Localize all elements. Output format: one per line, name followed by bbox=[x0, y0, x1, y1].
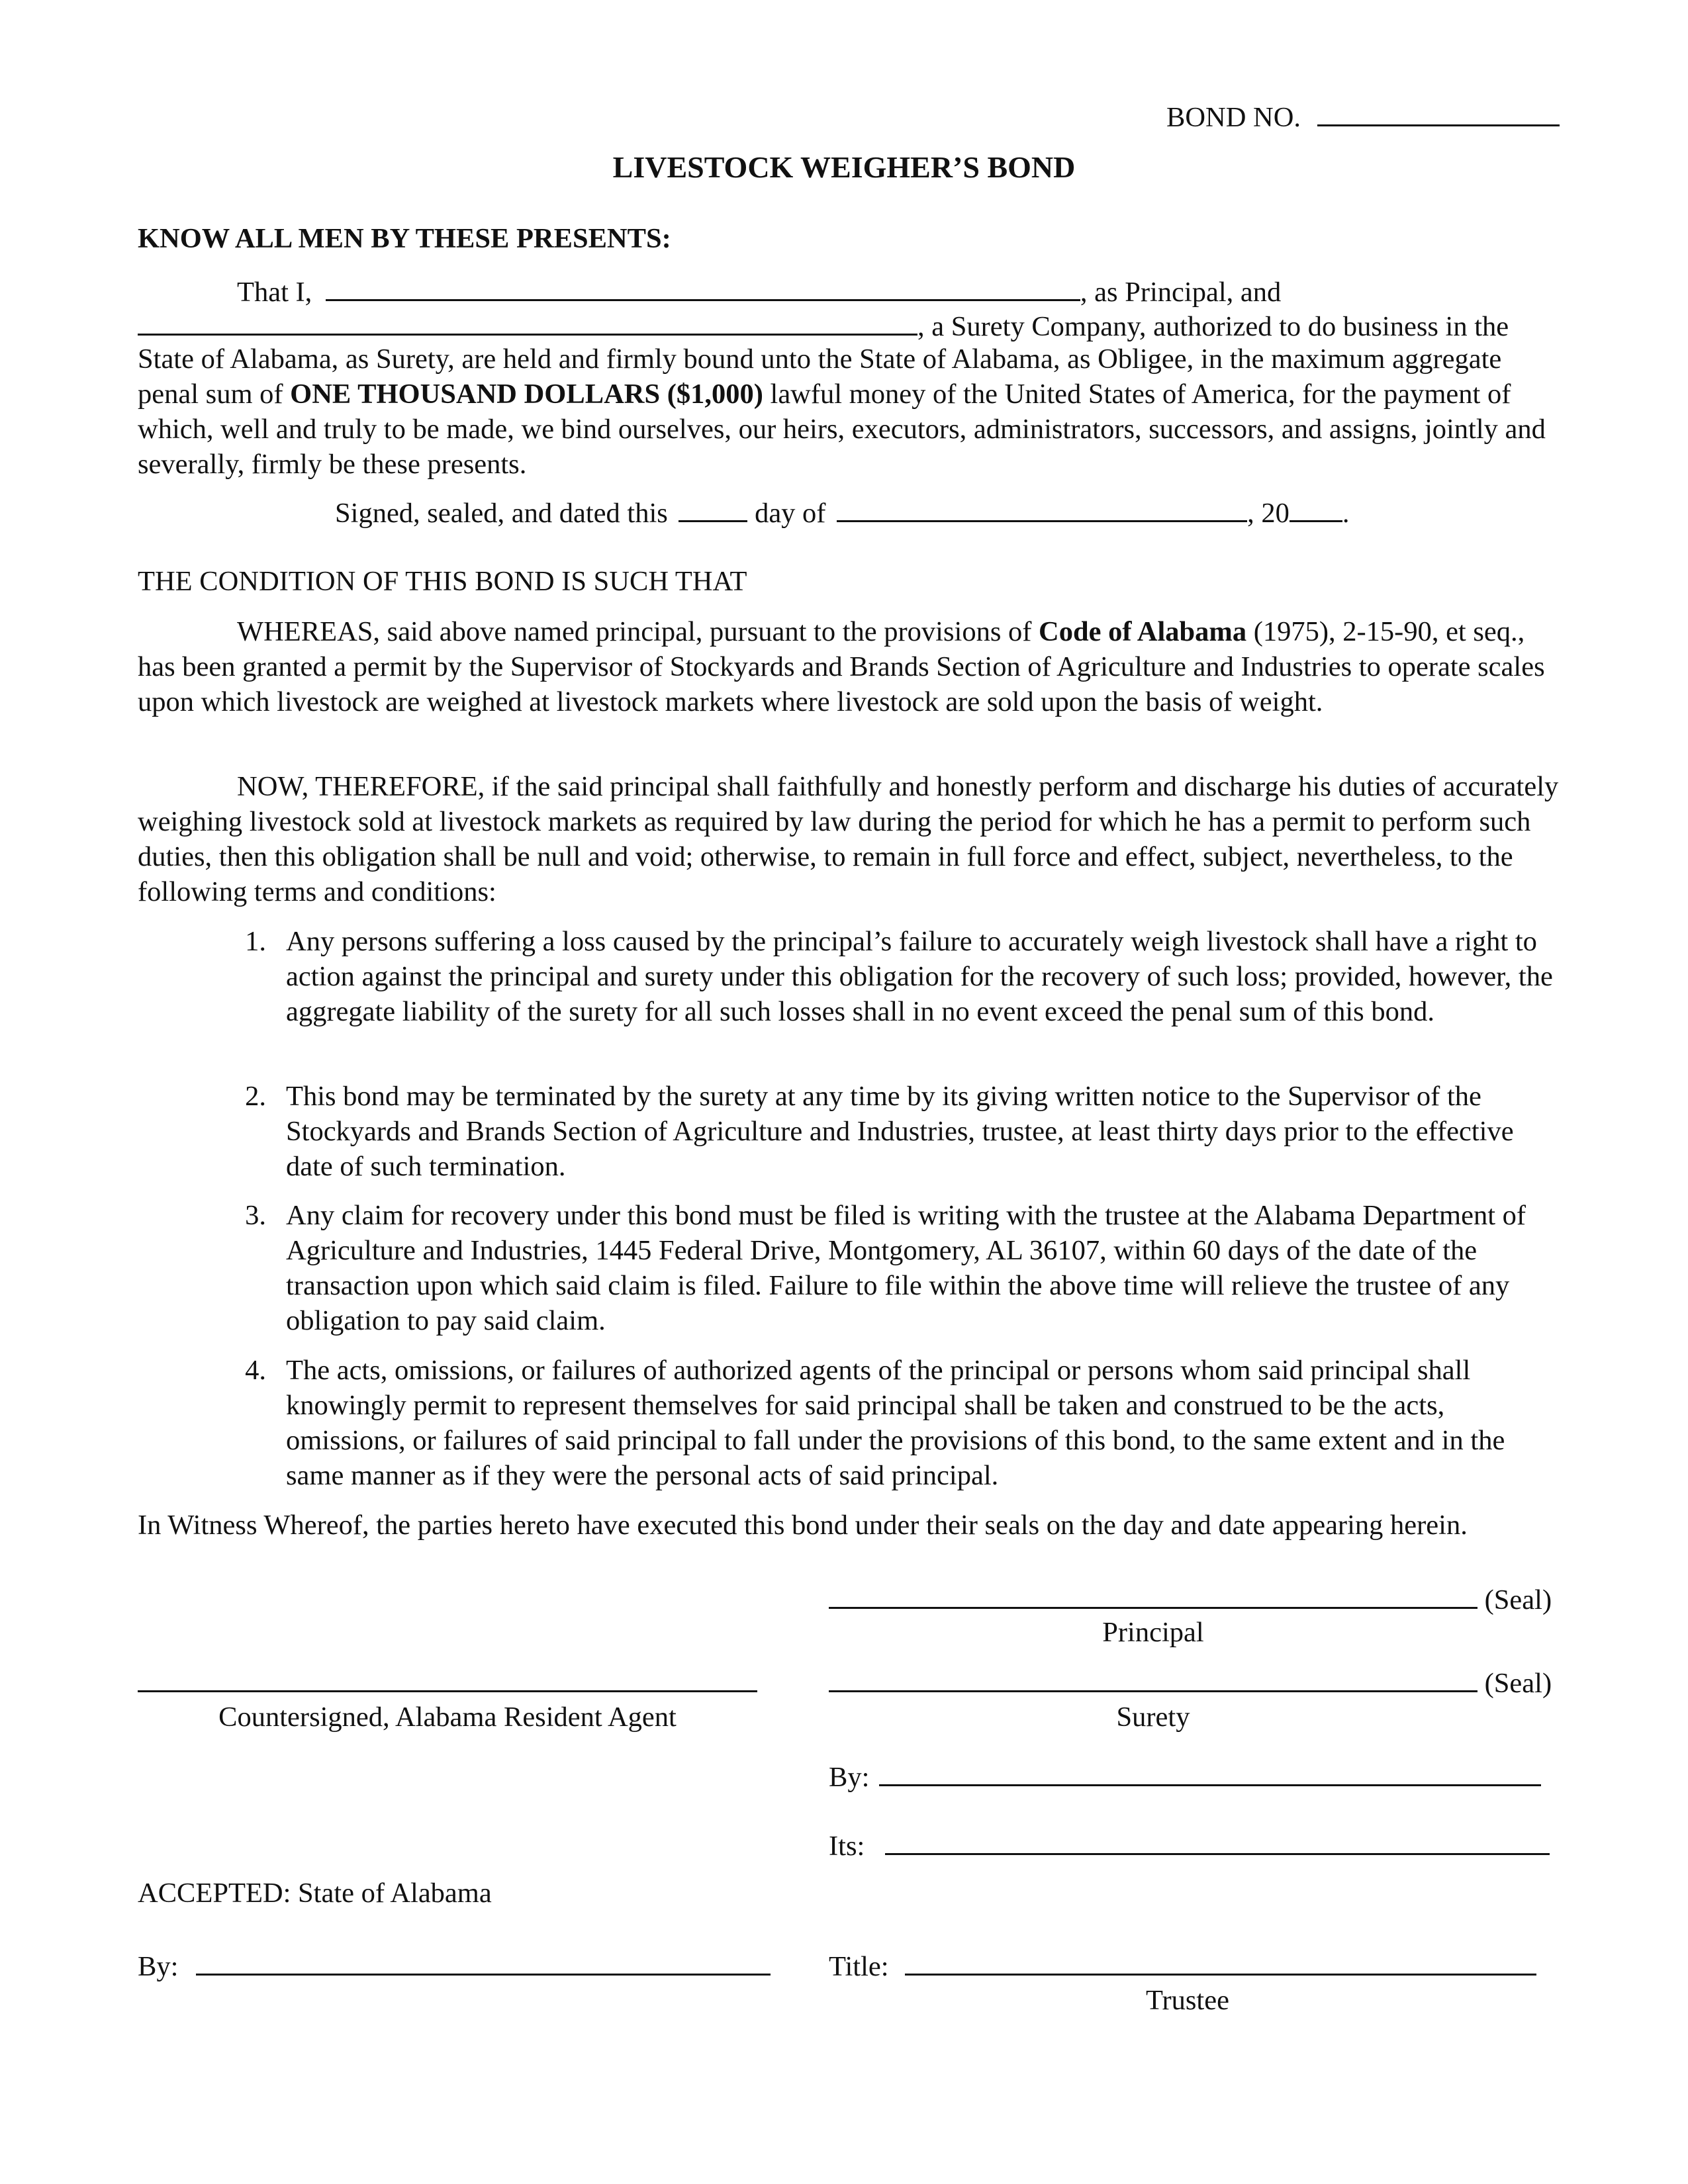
state-by-field[interactable] bbox=[196, 1947, 771, 1976]
accepted-label: ACCEPTED: State of Alabama bbox=[138, 1878, 492, 1909]
trustee-caption: Trustee bbox=[1146, 1985, 1229, 2016]
surety-by-field[interactable] bbox=[879, 1758, 1541, 1786]
countersigned-caption: Countersigned, Alabama Resident Agent bbox=[218, 1702, 677, 1733]
code-of-alabama: Code of Alabama bbox=[1039, 616, 1247, 647]
surety-signature-row bbox=[829, 1664, 1552, 1701]
state-by-row bbox=[138, 1947, 771, 1984]
surety-signature-field[interactable] bbox=[829, 1664, 1477, 1692]
whereas-paragraph bbox=[138, 614, 1561, 719]
term-text: The acts, omissions, or failures of authorized agents of the principal or persons whom said principal shall knowingly permit to represent themselves for said principal shall be taken and construed to be the acts, omissions, or failures of said principal to fall under the provisions of this bond, to the same extent and in the same manner as if they were the personal acts of said principal. bbox=[286, 1355, 1505, 1491]
surety-line-tail: , a Surety Company, authorized to do business in the bbox=[917, 311, 1509, 342]
state-by-label: By: bbox=[138, 1951, 179, 1982]
surety-its-label: Its: bbox=[829, 1831, 865, 1862]
trustee-title-label: Title: bbox=[829, 1951, 889, 1982]
intro-body-start: State of Alabama, as Surety, are held and firmly bound unto the State of Alabama, as Obligee, in the maximum aggregate penal sum of bbox=[138, 343, 1502, 410]
principal-name-field[interactable] bbox=[326, 273, 1080, 301]
year-prefix: , 20 bbox=[1247, 498, 1289, 529]
bond-number-field[interactable] bbox=[1317, 98, 1560, 126]
dated-period: . bbox=[1342, 498, 1350, 529]
principal-caption: Principal bbox=[1102, 1617, 1204, 1648]
condition-heading: THE CONDITION OF THIS BOND IS SUCH THAT bbox=[138, 566, 747, 597]
witness-paragraph: In Witness Whereof, the parties hereto have executed this bond under their seals on the day and date appearing herein. bbox=[138, 1510, 1468, 1541]
document-title: LIVESTOCK WEIGHER’S BOND bbox=[612, 150, 1076, 184]
year-field[interactable] bbox=[1289, 494, 1342, 522]
month-field[interactable] bbox=[837, 494, 1247, 522]
now-therefore-paragraph: NOW, THEREFORE, if the said principal shall faithfully and honestly perform and discharge his duties of accurately weighing livestock sold at livestock markets as required by law during the period for which he has a permit to perform such duties, then this obligation shall be null and void; otherwise, to remain in full force and effect, subject, nevertheless, to the following terms and conditions: bbox=[138, 771, 1559, 907]
whereas-end: (1975), 2-15-90, et seq., has been granted a permit by the Supervisor of Stockyards and Brands Section of Agriculture and Industries to operate scales upon which livestock are weighed at livestock markets where livestock are sold upon the basis of weight. bbox=[138, 616, 1545, 717]
principal-seal-label: (Seal) bbox=[1484, 1584, 1552, 1615]
intro-body-end: lawful money of the United States of America, for the payment of which, well and truly to be made, we bind ourselves, our heirs, executors, administrators, successors, and assigns, jointly and severally, firmly be these presents. bbox=[138, 379, 1546, 480]
trustee-title-field[interactable] bbox=[905, 1947, 1536, 1976]
principal-line bbox=[237, 273, 1281, 310]
principal-signature-field[interactable] bbox=[829, 1580, 1477, 1609]
that-i-label: That I, bbox=[237, 277, 312, 308]
know-all-heading: KNOW ALL MEN BY THESE PRESENTS: bbox=[138, 223, 671, 254]
bond-number bbox=[1166, 98, 1560, 135]
trustee-title-row bbox=[829, 1947, 1536, 1984]
term-text: Any persons suffering a loss caused by the principal’s failure to accurately weigh livestock shall have a right to action against the principal and surety under this obligation for the recovery of such loss; provided, however, the aggregate liability of the surety for all such losses shall in no event exceed the penal sum of this bond. bbox=[286, 926, 1553, 1027]
term-text: This bond may be terminated by the surety at any time by its giving written notice to the Supervisor of the Stockyards and Brands Section of Agriculture and Industries, trustee, at least thirty days prior to the effective date of such termination. bbox=[286, 1081, 1514, 1182]
term-number: 3. bbox=[245, 1200, 266, 1231]
day-of-label: day of bbox=[755, 498, 826, 529]
dated-line bbox=[335, 494, 1349, 531]
term-number: 1. bbox=[245, 926, 266, 957]
principal-signature-row bbox=[829, 1580, 1552, 1617]
intro-paragraph bbox=[138, 341, 1568, 482]
bond-number-label: BOND NO. bbox=[1166, 102, 1301, 133]
surety-line bbox=[138, 307, 1509, 344]
surety-by-label: By: bbox=[829, 1762, 870, 1793]
countersigned-signature-field[interactable] bbox=[138, 1664, 757, 1692]
whereas-start: WHEREAS, said above named principal, pursuant to the provisions of bbox=[237, 616, 1039, 647]
surety-seal-label: (Seal) bbox=[1484, 1668, 1552, 1699]
surety-its-field[interactable] bbox=[885, 1827, 1550, 1855]
surety-company-field[interactable] bbox=[138, 307, 917, 336]
term-number: 2. bbox=[245, 1081, 266, 1112]
surety-its-row bbox=[829, 1827, 1550, 1864]
surety-caption: Surety bbox=[1116, 1702, 1190, 1733]
surety-by-row bbox=[829, 1758, 1541, 1795]
term-text: Any claim for recovery under this bond must be filed is writing with the trustee at the Alabama Department of Agriculture and Industries, 1445 Federal Drive, Montgomery, AL 36107, within 60 days of the date of the transaction upon which said claim is filed. Failure to file within the above time will relieve the trustee of any obligation to pay said claim. bbox=[286, 1200, 1526, 1336]
penal-amount: ONE THOUSAND DOLLARS ($1,000) bbox=[290, 379, 763, 410]
term-number: 4. bbox=[245, 1355, 266, 1386]
as-principal-label: , as Principal, and bbox=[1080, 277, 1282, 308]
signed-label: Signed, sealed, and dated this bbox=[335, 498, 668, 529]
countersigned-signature-field-row bbox=[138, 1664, 757, 1701]
day-field[interactable] bbox=[679, 494, 747, 522]
